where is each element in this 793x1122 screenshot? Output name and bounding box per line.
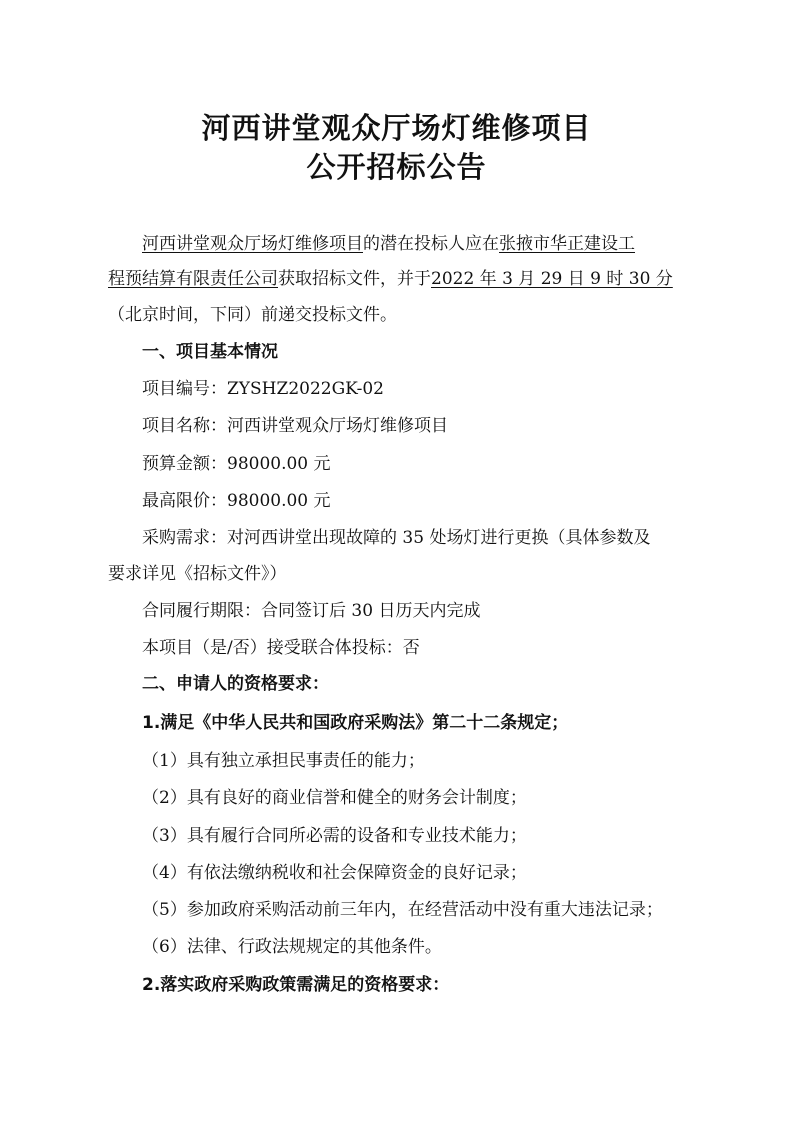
document-title-line2: 公开招标公告 [306,150,487,184]
section1-heading: 一、项目基本情况 [142,342,278,362]
max-price: 最高限价：98000.00 元 [142,491,331,511]
intro-deadline: 2022 年 3 月 29 日 9 时 30 分 [431,269,673,289]
intro-paragraph-line3: （北京时间，下同）前递交投标文件。 [108,305,397,325]
procurement-demand-line2: 要求详见《招标文件》） [108,564,287,584]
section2-sub2: 2.落实政府采购政策需满足的资格要求： [142,975,450,995]
consortium-bid: 本项目（是/否）接受联合体投标：否 [142,638,420,658]
intro-text2: 获取招标文件，并于 [278,269,431,289]
intro-agency-part2: 程预结算有限责任公司 [108,269,278,289]
intro-text1: 的潜在投标人应在 [363,234,499,254]
section2-sub1: 1.满足《中华人民共和国政府采购法》第二十二条规定； [142,713,569,733]
requirement-item-5: （5）参加政府采购活动前三年内，在经营活动中没有重大违法记录； [142,900,663,920]
requirement-item-2: （2）具有良好的商业信誉和健全的财务会计制度； [142,788,527,808]
intro-paragraph-line2 [108,268,673,290]
requirement-item-4: （4）有依法缴纳税收和社会保障资金的良好记录； [142,863,527,883]
requirement-item-1: （1）具有独立承担民事责任的能力； [142,751,425,771]
section2-heading: 二、申请人的资格要求： [142,674,329,694]
requirement-item-6: （6）法律、行政法规规定的其他条件。 [142,937,442,957]
intro-project-name: 河西讲堂观众厅场灯维修项目 [142,234,363,254]
project-name: 项目名称：河西讲堂观众厅场灯维修项目 [142,416,448,436]
procurement-demand-line1: 采购需求：对河西讲堂出现故障的 35 处场灯进行更换（具体参数及 [142,528,651,548]
requirement-item-3: （3）具有履行合同所必需的设备和专业技术能力； [142,826,527,846]
budget-amount: 预算金额：98000.00 元 [142,454,331,474]
intro-paragraph-line1 [142,233,635,255]
document-title-line1: 河西讲堂观众厅场灯维修项目 [201,111,592,145]
intro-agency-part1: 张掖市华正建设工 [499,234,635,254]
contract-term: 合同履行期限：合同签订后 30 日历天内完成 [142,601,481,621]
project-number: 项目编号：ZYSHZ2022GK-02 [142,379,385,399]
